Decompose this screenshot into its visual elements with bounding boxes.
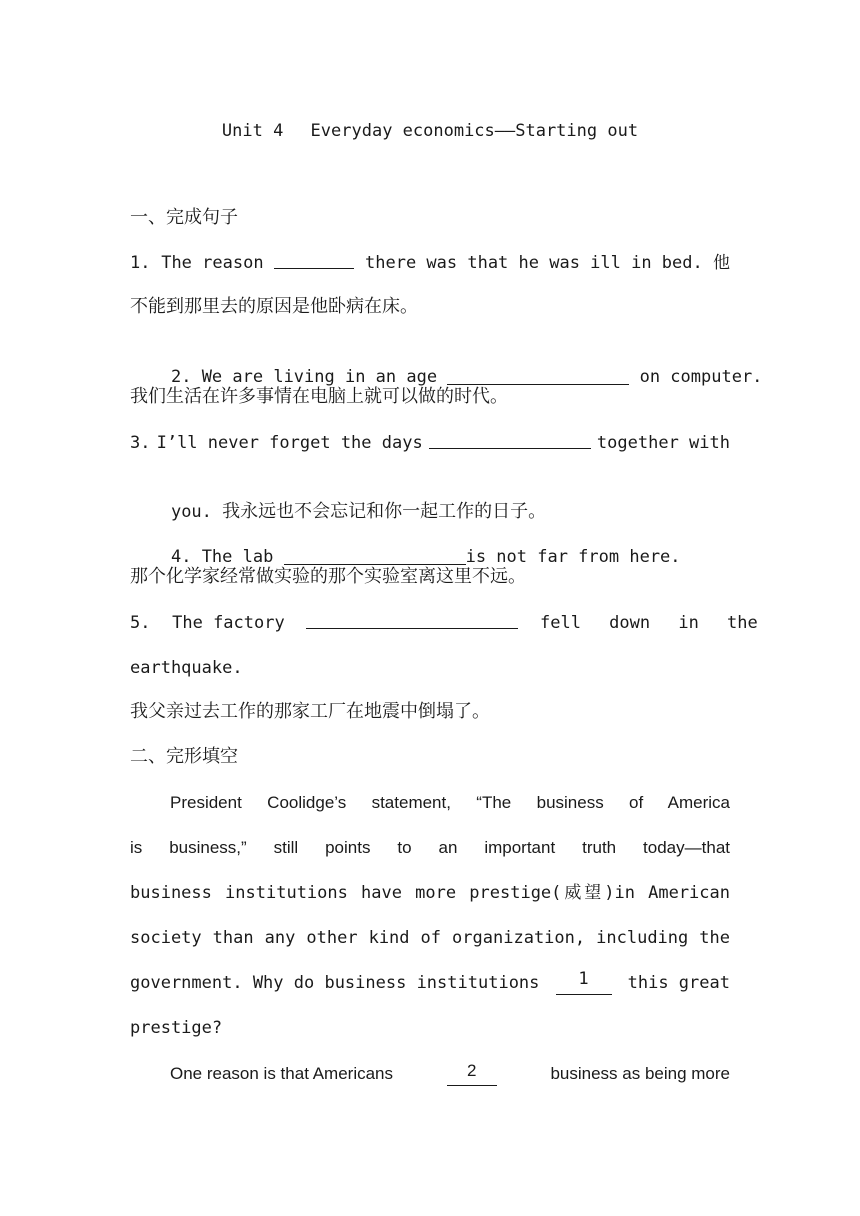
section-heading-cloze: 二、完形填空	[130, 746, 238, 767]
cloze-line: business institutions have more prestige(威望)in American	[130, 883, 730, 903]
sentence-translation: 我们生活在许多事情在电脑上就可以做的时代。	[130, 386, 508, 407]
item-number: 1.	[130, 253, 151, 273]
sentence-continuation: earthquake.	[130, 658, 243, 678]
item-number: 4.	[170, 547, 192, 567]
answer-blank[interactable]	[284, 547, 466, 565]
cloze-line	[130, 1062, 730, 1086]
cloze-text: One reason is that Americans	[170, 1064, 394, 1083]
cloze-line: society than any other kind of organization, including the	[130, 928, 730, 948]
cloze-line: prestige?	[130, 1018, 223, 1038]
sentence-item-3	[130, 431, 730, 455]
answer-blank[interactable]	[274, 251, 354, 269]
answer-blank[interactable]	[429, 431, 591, 449]
item-number: 2.	[170, 367, 192, 387]
cloze-text: business as being more	[550, 1064, 730, 1083]
answer-blank[interactable]	[447, 367, 629, 385]
sentence-item-5	[130, 611, 758, 635]
item-number: 3.	[130, 433, 151, 453]
sentence-text: The factory	[172, 613, 285, 633]
sentence-translation: 不能到那里去的原因是他卧病在床。	[130, 296, 418, 317]
sentence-translation: 那个化学家经常做实验的那个实验室离这里不远。	[130, 566, 526, 587]
page-title: Unit 4 Everyday economics——Starting out	[221, 121, 639, 141]
sentence-text: on computer.	[639, 367, 763, 387]
item-number: 5.	[130, 613, 151, 633]
sentence-text: We are living in an age	[201, 367, 438, 387]
sentence-text: together with	[596, 433, 730, 453]
cloze-line: is business,” still points to an important truth today—that	[130, 838, 730, 857]
sentence-text: there was that he was ill in bed. 他	[365, 253, 730, 273]
cloze-line: President Coolidge’s statement, “The business of America	[170, 793, 730, 812]
sentence-text: is not far from here.	[465, 547, 681, 567]
sentence-text	[540, 611, 758, 635]
sentence-text: The reason	[161, 253, 264, 273]
sentence-text: I’ll never forget the days	[156, 433, 423, 453]
sentence-text: The lab	[201, 547, 274, 567]
cloze-line	[130, 971, 730, 995]
sentence-text: you.	[170, 502, 212, 522]
sentence-translation: 我永远也不会忘记和你一起工作的日子。	[222, 501, 547, 522]
sentence-item-1	[130, 251, 730, 275]
cloze-blank-1[interactable]: 1	[556, 971, 612, 995]
cloze-text: government. Why do business institutions	[130, 973, 540, 993]
answer-blank[interactable]	[306, 611, 518, 629]
section-heading-sentences: 一、完成句子	[130, 207, 238, 228]
sentence-text: fell down in the	[540, 613, 758, 633]
sentence-translation: 我父亲过去工作的那家工厂在地震中倒塌了。	[130, 701, 490, 722]
cloze-blank-2[interactable]: 2	[447, 1062, 497, 1086]
cloze-text: this great	[627, 973, 730, 993]
